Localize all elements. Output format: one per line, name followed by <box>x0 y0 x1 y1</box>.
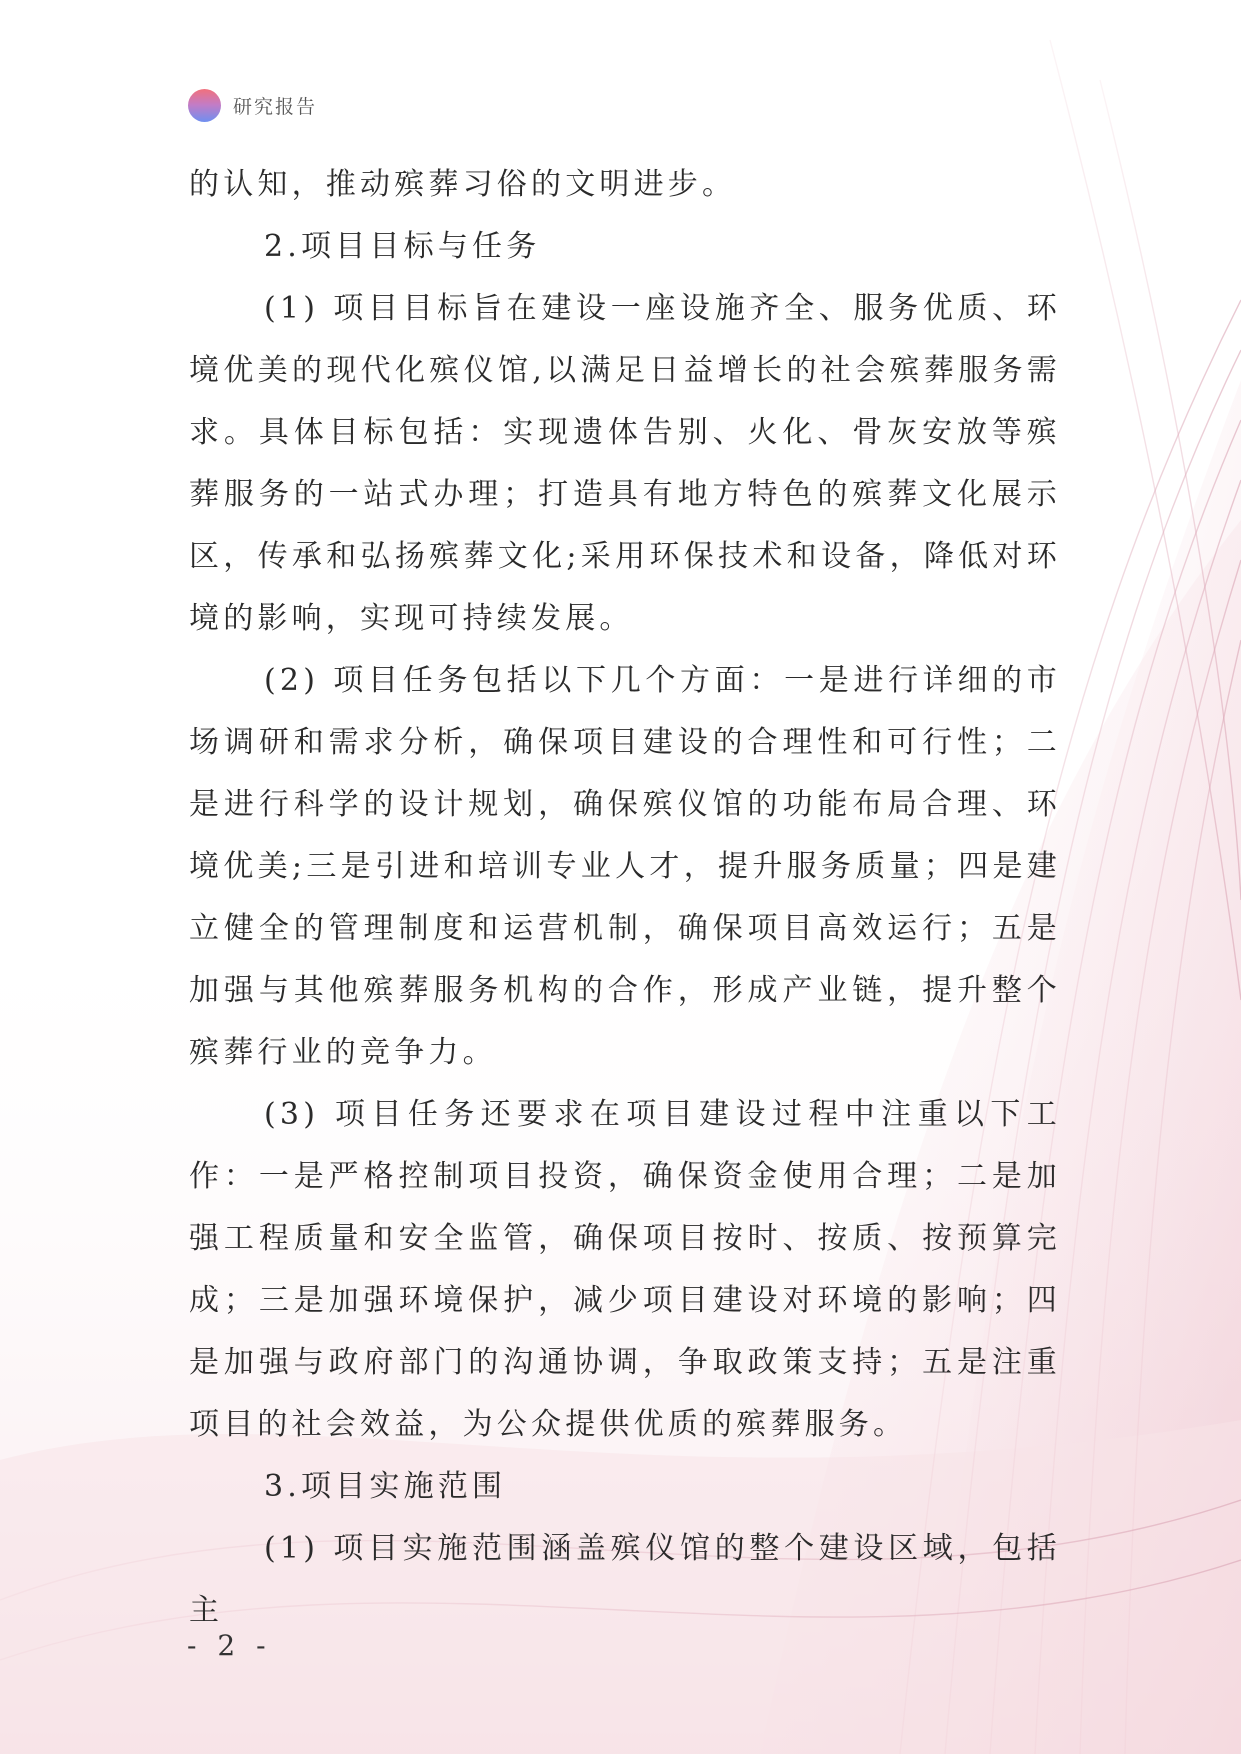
page-number: - 2 - <box>187 1629 272 1662</box>
report-header <box>188 88 317 122</box>
document-body <box>189 154 1061 1642</box>
section-heading-scope: 3.项目实施范围 <box>264 1469 507 1504</box>
paragraph-continuation: 的认知，推动殡葬习俗的文明进步。 <box>189 167 737 202</box>
section-heading-goals-tasks: 2.项目目标与任务 <box>264 229 541 264</box>
header-title: 研究报告 <box>233 95 318 118</box>
paragraph-task-requirements: (3) 项目任务还要求在项目建设过程中注重以下工作：一是严格控制项目投资，确保资金使用合理；二是加强工程质量和安全监管，确保项目按时、按质、按预算完成；三是加强环境保护，减少项目建设对环境的影响；四是加强与政府部门的沟通协调，争取政策支持；五是注重项目的社会效益，为公众提供优质的殡葬服务。 <box>189 1097 1061 1442</box>
paragraph-scope: (1) 项目实施范围涵盖殡仪馆的整个建设区域，包括主 <box>189 1531 1061 1628</box>
report-logo-icon <box>188 89 221 122</box>
paragraph-project-goals: (1) 项目目标旨在建设一座设施齐全、服务优质、环境优美的现代化殡仪馆,以满足日益增长的社会殡葬服务需求。具体目标包括：实现遗体告别、火化、骨灰安放等殡葬服务的一站式办理；打造具有地方特色的殡葬文化展示区，传承和弘扬殡葬文化;采用环保技术和设备，降低对环境的影响，实现可持续发展。 <box>189 291 1061 636</box>
paragraph-project-tasks: (2) 项目任务包括以下几个方面：一是进行详细的市场调研和需求分析，确保项目建设的合理性和可行性；二是进行科学的设计规划，确保殡仪馆的功能布局合理、环境优美;三是引进和培训专业人才，提升服务质量；四是建立健全的管理制度和运营机制，确保项目高效运行；五是加强与其他殡葬服务机构的合作，形成产业链，提升整个殡葬行业的竞争力。 <box>189 663 1061 1070</box>
